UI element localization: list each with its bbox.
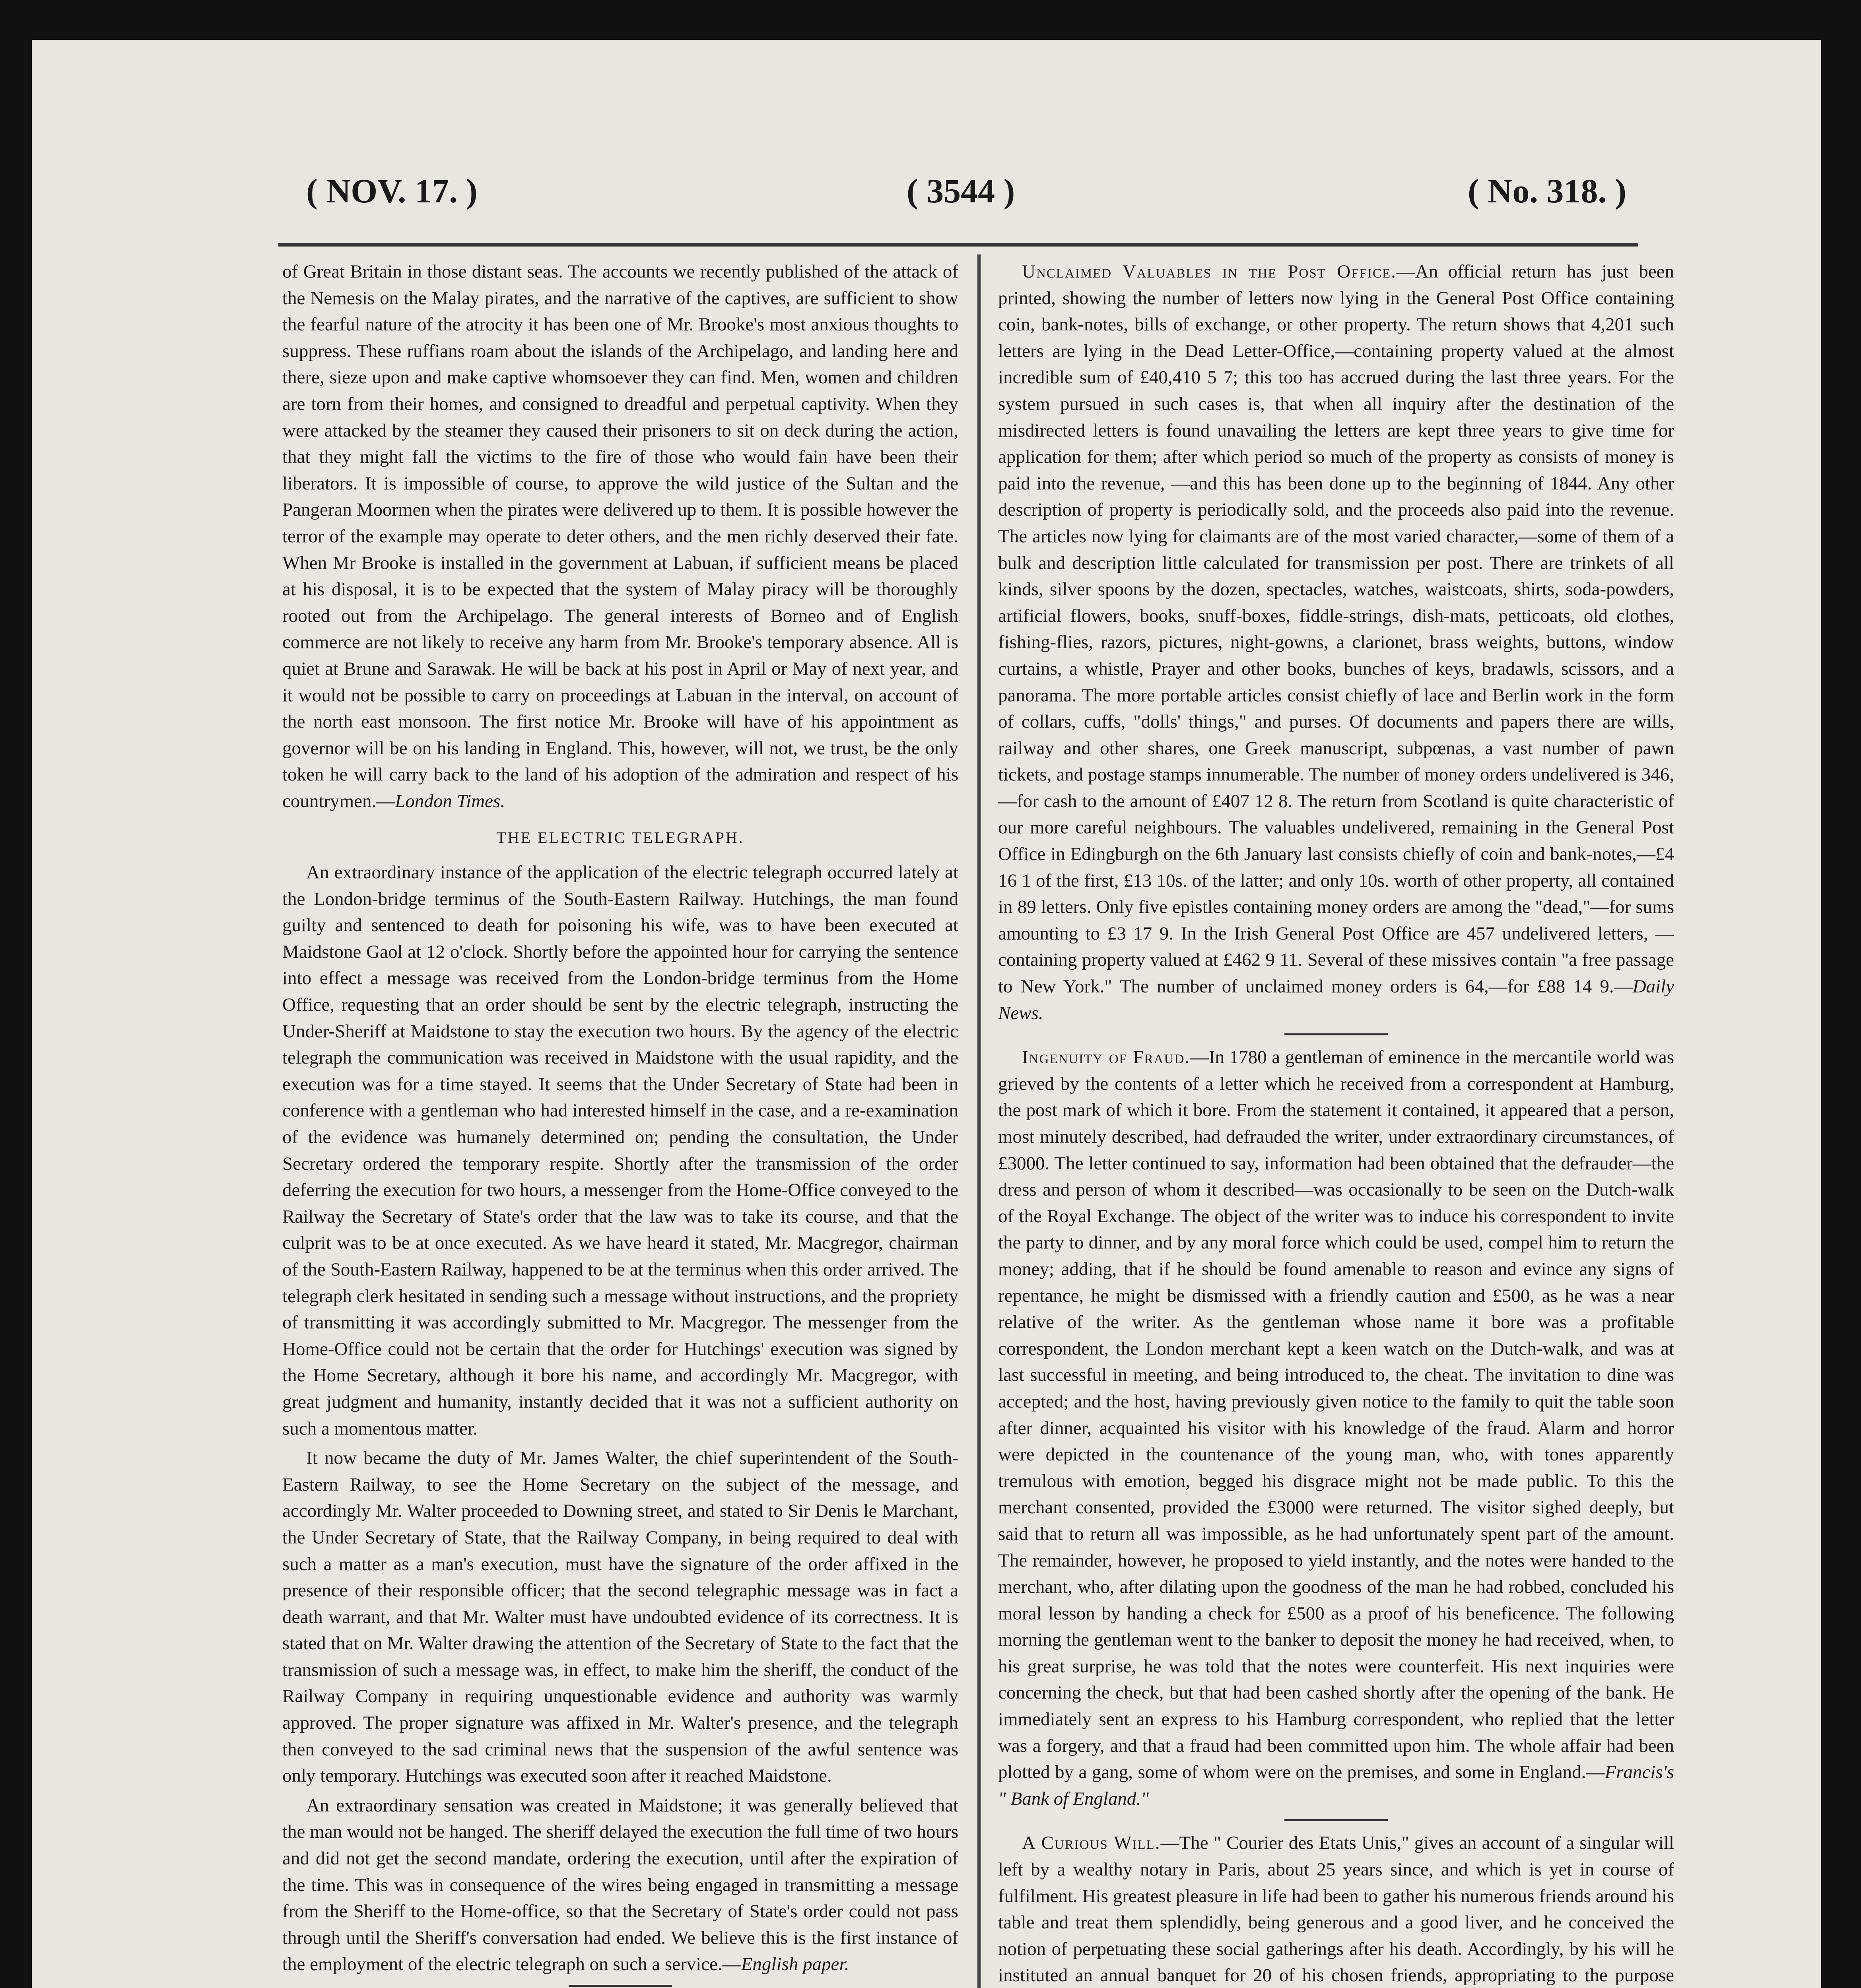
header-page-number: ( 3544 ) [907,172,1015,210]
paragraph-text: —An official return has just been printed, showing the number of letters now lying in the General Post Office containing coin, bank-notes, bills of exchange, or other property. The return shows that 4,201 such letters are lying in the Dead Letter-Office,—containing property valued at the almost incredible sum of £40,410 5 7; this too has accrued during the last three years. For the system pursued in such cases is, that when all inquiry after the destination of the misdirected letters is found unavailing the letters are kept three years to give time for application for them; after which period so much of the property as consists of money is paid into the revenue, —and this has been done up to the beginning of 1844. Any other description of property is periodically sold, and the proceeds also paid into the revenue. The articles now lying for claimants are of the most varied character,—some of them of a bulk and description little calculated for transmission per post. There are trinkets of all kinds, silver spoons by the dozen, spectacles, watches, waistcoats, shirts, soda-powders, artificial flowers, books, snuff-boxes, fiddle-strings, dish-mats, petticoats, old clothes, fishing-flies, razors, pictures, night-gowns, a clarionet, brass weights, buttons, window curtains, a whistle, Prayer and other books, bunches of keys, bradawls, scissors, and a panorama. The more portable articles consist chiefly of lace and Berlin work in the form of collars, cuffs, "dolls' things," and purses. Of documents and papers there are wills, railway and other shares, one Greek manuscript, subpœnas, a vast number of pawn tickets, and postage stamps innumerable. The number of money orders undelivered is 346,—for cash to the amount of £407 12 8. The return from Scotland is quite characteristic of our more careful neighbours. The valuables undelivered, remaining in the General Post Office in Edingburgh on the 6th January last consists chiefly of coin and bank-notes,—£4 16 1 of the first, £13 10s. of the latter; and only 10s. worth of other property, all contained in 89 letters. Only five epistles containing money orders are among the "dead,"—for sums amounting to £3 17 9. In the Irish General Post Office are 457 undelivered letters, —containing property valued at £462 9 11. Several of these missives contain "a free passage to New York." The number of unclaimed money orders is 64,—for £88 14 9.— [998,261,1674,997]
section-heading: THE ELECTRIC TELEGRAPH. [496,829,744,847]
article-paragraph: It now became the duty of Mr. James Walter, the chief superintendent of the South-Eastern Railway, to see the Home Secretary on the subject of the message, and accordingly Mr. Walter proceeded to Downing street, and stated to Sir Denis le Marchant, the Under Secretary of State, that the Railway Company, in being required to deal with such a matter as a man's execution, must have the signature of the order affixed in the presence of their responsible officer; that the second telegraphic message was in fact a death warrant, and that Mr. Walter must have undoubted evidence of its correctness. It is stated that on Mr. Walter drawing the attention of the Secretary of State to the fact that the transmission of such a message was, in effect, to make him the sheriff, the conduct of the Railway Company in requiring unquestionable evidence and authority was warmly approved. The proper signature was affixed in Mr. Walter's presence, and the telegraph then conveyed to the sad criminal news that the suspension of the awful sentence was only temporary. Hutchings was executed soon after it reached Maidstone. [282,1448,958,1786]
article-separator [569,1985,672,1987]
header-date: ( NOV. 17. ) [306,172,478,210]
article-paragraph [998,1044,1674,1812]
article-paragraph [282,258,958,814]
article-source: Francis's " Bank of England." [998,1762,1674,1809]
paragraph-text: An extraordinary sensation was created in Maidstone; it was generally believed that the man would not be hanged. The sheriff delayed the execution the full time of two hours and did not get the second mandate, ordering the execution, until after the expiration of the time. This was in consequence of the wires being engaged in transmitting a message from the Sheriff to the Home-office, so that the Secretary of State's order could not pass through until the Sheriff's conversation had ended. We believe this is the first instance of the employment of the electric telegraph on such a service.— [282,1795,958,1975]
article-separator [1284,1033,1388,1035]
paragraph-text: —In 1780 a gentleman of eminence in the mercantile world was grieved by the contents of a letter which he received from a correspondent at Hamburg, the post mark of which it bore. From the statement it contained, it appeared that a person, most minutely described, had defrauded the writer, under extraordinary circumstances, of £3000. The letter continued to say, information had been obtained that the defrauder—the dress and person of whom it described—was occasionally to be seen on the Dutch-walk of the Royal Exchange. The object of the writer was to induce his correspondent to invite the party to dinner, and by any moral force which could be used, compel him to return the money; adding, that if he should be found amenable to reason and evince any signs of repentance, he might be dismissed with a friendly caution and £500, as he was a near relative of the writer. As the gentleman whose name it bore was a profitable correspondent, the London merchant kept a keen watch on the Dutch-walk, and was at last successful in meeting, and being introduced to, the cheat. The invitation to dine was accepted; and the host, having previously given notice to the family to quit the table soon after dinner, acquainted his visitor with his knowledge of the fraud. Alarm and horror were depicted in the countenance of the young man, who, with tones apparently tremulous with emotion, begged his disgrace might not be made public. To this the merchant consented, provided the £3000 were returned. The visitor sighed deeply, but said that to return all was impossible, as he had unfortunately spent part of the amount. The remainder, however, he proposed to yield instantly, and the notes were handed to the merchant, who, after dilating upon the goodness of the man he had robbed, concluded his moral lesson by handing a check for £500 as a proof of his beneficence. The following morning the gentleman went to the banker to deposit the money he had received, when, to his great surprise, he was told that the notes were counterfeit. His next inquiries were concerning the check, but that had been cashed shortly after the opening of the bank. He immediately sent an express to his Hamburg correspondent, who replied that the letter was a forgery, and that a fraud had been committed upon him. The whole affair had been plotted by a gang, some of whom were on the premises, and some in England.— [998,1047,1674,1783]
header-rule [278,243,1638,247]
article-paragraph [282,1792,958,1978]
column-rule [977,254,981,1988]
article-paragraph [998,1830,1674,1988]
article-title: Ingenuity of Fraud. [1022,1047,1190,1068]
left-column [282,258,958,1988]
page-header [306,171,1626,219]
paragraph-text: —The " Courier des Etats Unis," gives an account of a singular will left by a wealthy notary in Paris, about 25 years since, and which is yet in course of fulfilment. His greatest pleasure in life had been to gather his numerous friends around his table and treat them splendidly, being generous and a good liver, and he conceived the notion of perpetuating these social gatherings after his death. Accordingly, by his will he instituted an annual banquet for 20 of his chosen friends, appropriating to the purpose [998,1833,1674,1986]
article-paragraph: An extraordinary instance of the application of the electric telegraph occurred lately at the London-bridge terminus of the South-Eastern Railway. Hutchings, the man found guilty and sentenced to death for poisoning his wife, was to have been executed at Maidstone Gaol at 12 o'clock. Shortly before the appointed hour for carrying the sentence into effect a message was received from the London-bridge terminus from the Home Office, requesting that an order should be sent by the electric telegraph, instructing the Under-Sheriff at Maidstone to stay the execution two hours. By the agency of the electric telegraph the communication was received in Maidstone with the usual rapidity, and the execution was for a time stayed. It seems that the Under Secretary of State had been in conference with a gentleman who had interested himself in the case, and a re-examination of the evidence was humanely determined on; pending the consultation, the Under Secretary ordered the temporary respite. Shortly after the transmission of the order deferring the execution for two hours, a messenger from the Home-Office conveyed to the Railway the Secretary of State's order that the law was to take its course, and that the culprit was to be at once executed. As we have heard it stated, Mr. Macgregor, chairman of the South-Eastern Railway, happened to be at the terminus when this order arrived. The telegraph clerk hesitated in sending such a message without instructions, and the propriety of transmitting it was accordingly submitted to Mr. Macgregor. The messenger from the Home-Office could not be certain that the order for Hutchings' execution was signed by the Home Secretary, although it bore his name, and accordingly Mr. Macgregor, with great judgment and humanity, instantly decided that it was not a sufficient authority on such a momentous matter. [282,862,958,1439]
right-column [998,258,1674,1988]
article-title: Unclaimed Valuables in the Post Office. [1022,261,1397,282]
article-source: Daily News. [998,976,1674,1023]
article-source: English paper. [741,1954,849,1975]
article-title: A Curious Will. [1022,1833,1161,1854]
article-paragraph [998,258,1674,1026]
article-separator [1284,1819,1388,1821]
article-source: London Times. [395,790,505,812]
paragraph-text: of Great Britain in those distant seas. The accounts we recently published of the attack of the Nemesis on the Malay pirates, and the narrative of the captives, are sufficient to show the fearful nature of the atrocity it has been one of Mr. Brooke's most anxious thoughts to suppress. These ruffians roam about the islands of the Archipelago, and landing here and there, sieze upon and make captive whomsoever they can find. Men, women and children are torn from their homes, and consigned to dreadful and perpetual captivity. When they were attacked by the steamer they caused their prisoners to sit on deck during the action, that they might fall the victims to the fire of those who would fain have been their liberators. It is impossible of course, to approve the wild justice of the Sultan and the Pangeran Moormen when the pirates were delivered up to them. It is possible however the terror of the example may operate to deter others, and the men richly deserved their fate. When Mr Brooke is installed in the government at Labuan, if sufficient means be placed at his disposal, it is to be expected that the system of Malay piracy will be thoroughly rooted out from the Archipelago. The general interests of Borneo and of English commerce are not likely to receive any harm from Mr. Brooke's temporary absence. All is quiet at Brune and Sarawak. He will be back at his post in April or May of next year, and it would not be possible to carry on proceedings at Labuan in the interval, on account of the north east monsoon. The first notice Mr. Brooke will have of his appointment as governor will be on his landing in England. This, however, will not, we trust, be the only token he will carry back to the land of his adoption of the admiration and respect of his countrymen.— [282,261,958,812]
header-issue-number: ( No. 318. ) [1468,172,1626,210]
